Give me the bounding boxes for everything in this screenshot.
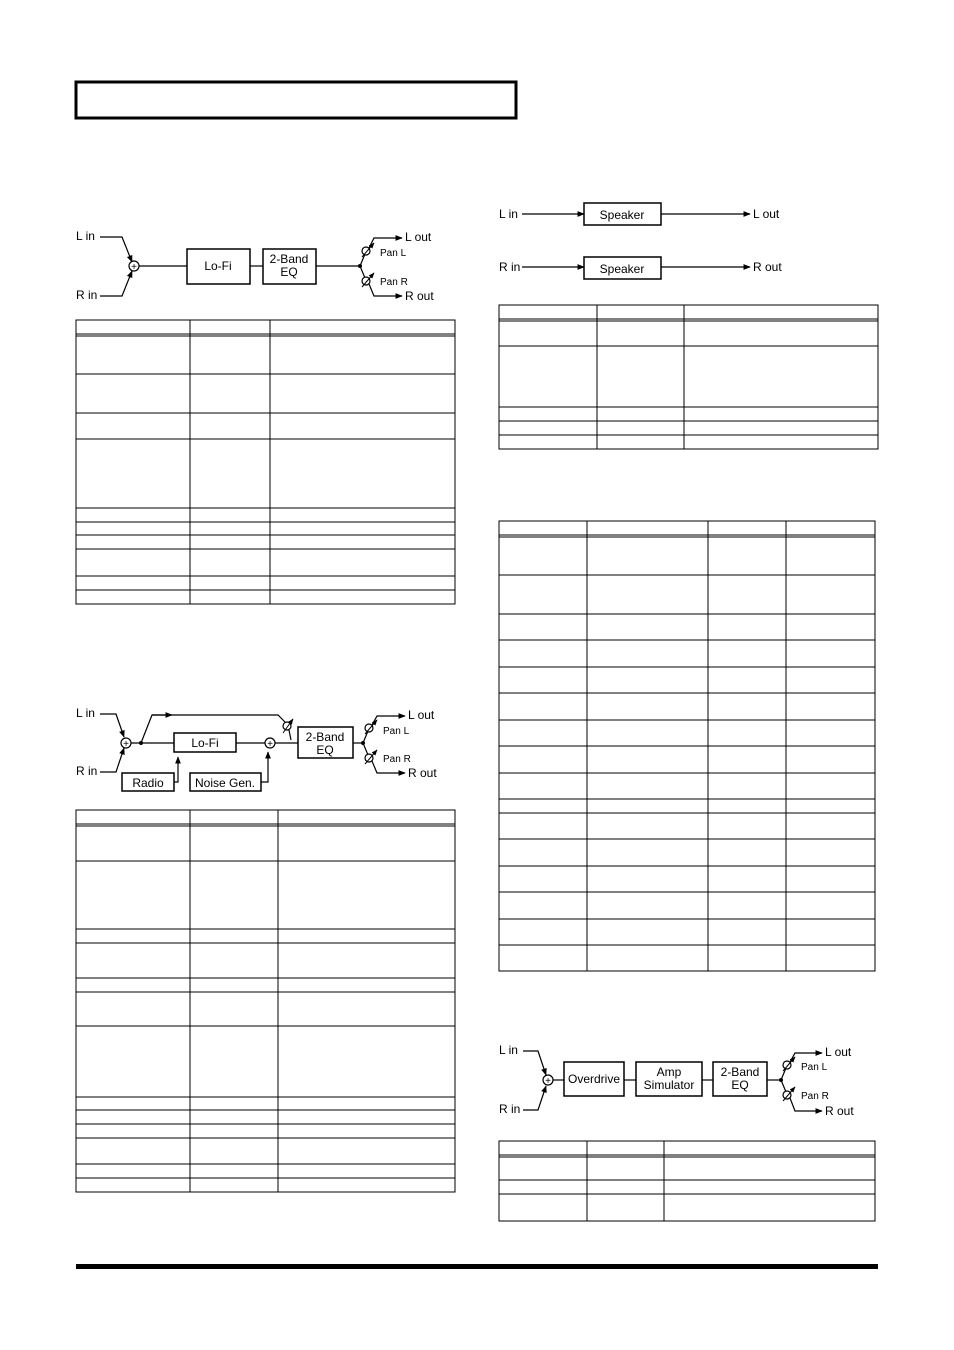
diagram-lofi-radio	[76, 706, 437, 791]
diagram3-l-out-label: L out	[753, 207, 780, 221]
diagram1-r-in-label: R in	[76, 288, 98, 302]
diagram2-l-in-label: L in	[76, 706, 95, 720]
table-speaker-params	[499, 305, 878, 449]
diagram4-eq-label-1: 2-Band	[720, 1065, 760, 1079]
svg-text:+: +	[545, 1076, 551, 1087]
diagram4-amp-label-1: Amp	[656, 1065, 682, 1079]
diagram2-r-out-label: R out	[408, 766, 437, 780]
diagram2-noise-label: Noise Gen.	[194, 776, 256, 790]
header-box	[76, 82, 516, 118]
diagram2-radio-label: Radio	[132, 776, 164, 790]
pan-r-knob-icon	[783, 1091, 791, 1099]
table-lofi-radio-params	[76, 810, 455, 1192]
diagram1-pan-r-label: Pan R	[380, 277, 408, 288]
svg-text:+: +	[131, 262, 137, 273]
table-speaker-types	[499, 521, 875, 971]
table-overdrive-params	[499, 1141, 875, 1221]
diagram4-amp-label-2: Simulator	[643, 1078, 695, 1092]
diagram4-r-in-label: R in	[499, 1102, 521, 1116]
diagram4-overdrive-label: Overdrive	[567, 1072, 621, 1086]
pan-l-knob-icon	[783, 1061, 791, 1069]
pan-l-knob-icon	[365, 724, 373, 732]
diagram2-eq-label-2: EQ	[316, 743, 334, 757]
diagram3-r-out-label: R out	[753, 260, 782, 274]
diagram3-r-in-label: R in	[499, 260, 521, 274]
diagram2-eq-label-1: 2-Band	[305, 730, 345, 744]
pan-r-knob-icon	[362, 277, 370, 285]
diagram2-r-in-label: R in	[76, 764, 98, 778]
diagram3-speaker-r-label: Speaker	[599, 262, 645, 276]
diagram3-l-in-label: L in	[499, 207, 518, 221]
svg-text:+: +	[267, 739, 273, 750]
diagram4-r-out-label: R out	[825, 1104, 854, 1118]
diagram4-eq-label-2: EQ	[731, 1078, 749, 1092]
diagram4-l-out-label: L out	[825, 1045, 852, 1059]
diagram2-lofi-label: Lo-Fi	[191, 736, 219, 750]
diagram4-l-in-label: L in	[499, 1043, 518, 1057]
diagram1-r-out-label: R out	[405, 289, 434, 303]
diagram1-pan-l-label: Pan L	[380, 248, 407, 259]
diagram4-pan-l-label: Pan L	[801, 1062, 828, 1073]
table-lofi-params	[76, 320, 455, 604]
diagram1-lofi-label: Lo-Fi	[204, 259, 232, 273]
diagram3-speaker-l-label: Speaker	[599, 208, 645, 222]
pan-r-knob-icon	[365, 754, 373, 762]
diagram2-pan-l-label: Pan L	[383, 726, 410, 737]
pan-l-knob-icon	[362, 247, 370, 255]
diagram1-l-out-label: L out	[405, 230, 432, 244]
diagram2-pan-r-label: Pan R	[383, 754, 411, 765]
diagram1-eq-label-1: 2-Band	[269, 252, 309, 266]
diagram-lofi	[76, 229, 434, 303]
diagram2-l-out-label: L out	[408, 708, 435, 722]
diagram4-pan-r-label: Pan R	[801, 1091, 829, 1102]
diagram1-eq-label-2: EQ	[280, 265, 298, 279]
diagram-overdrive-amp	[499, 1043, 854, 1118]
svg-text:+: +	[123, 739, 129, 750]
diagram-speaker	[499, 203, 782, 279]
diagram1-l-in-label: L in	[76, 229, 95, 243]
footer-rule	[76, 1264, 878, 1269]
